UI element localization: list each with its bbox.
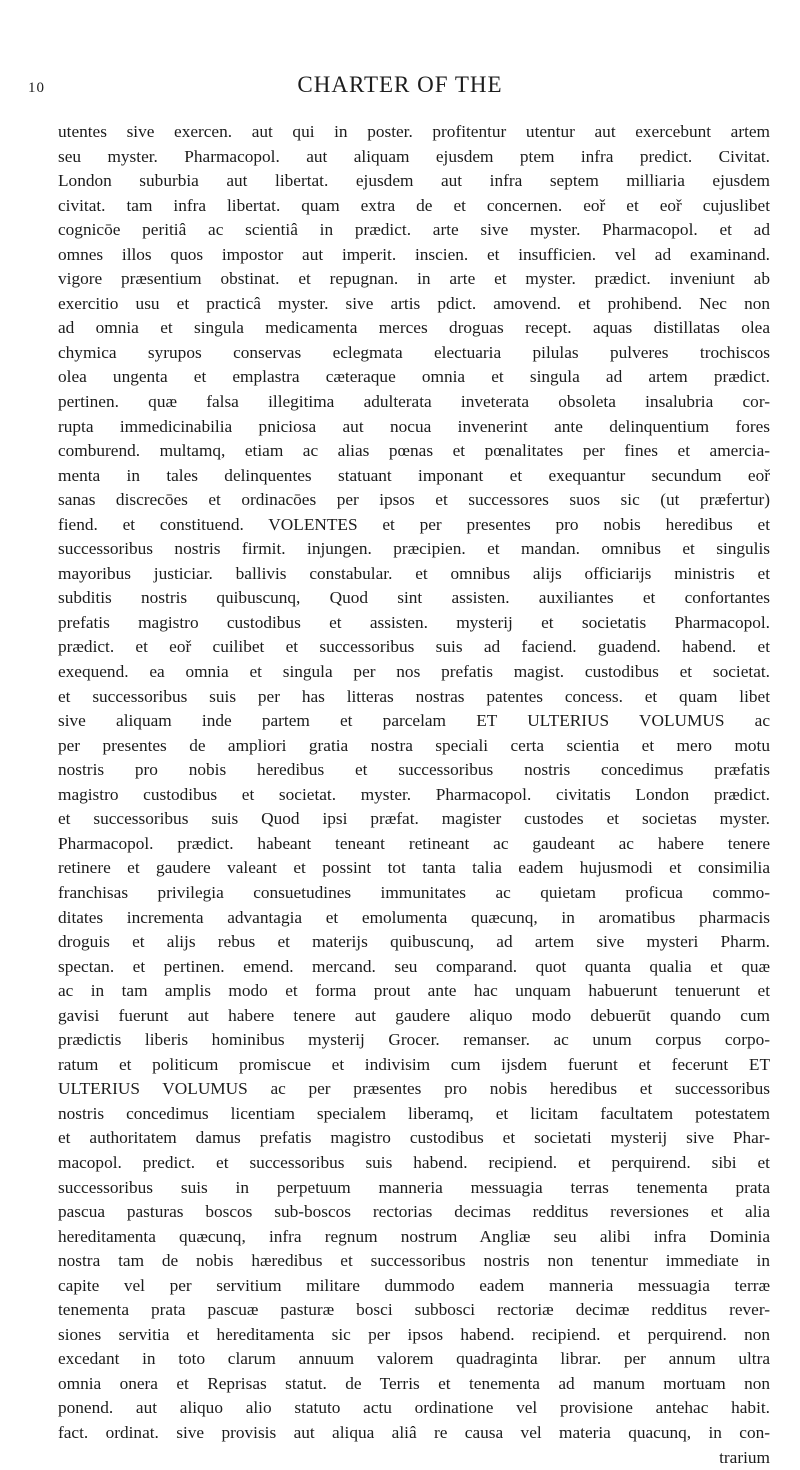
text-line: olea ungenta et emplastra cæteraque omnia et singula ad artem prædict. xyxy=(58,367,770,387)
body-text xyxy=(58,120,770,1470)
text-line: nostris concedimus licentiam specialem liberamq, et licitam facultatem potestatem xyxy=(58,1103,770,1123)
text-line: mayoribus justiciar. ballivis constabular. et omnibus alijs officiarijs ministris et xyxy=(58,563,770,583)
text-line: omnes illos quos impostor aut imperit. inscien. et insufficien. vel ad examinand. xyxy=(58,244,770,264)
running-head: CHARTER OF THE xyxy=(297,72,503,97)
text-line: fact. ordinat. sive provisis aut aliqua aliâ re causa vel materia quacunq, in con- xyxy=(58,1422,770,1442)
text-line: subditis nostris quibuscunq, Quod sint assisten. auxiliantes et confortantes xyxy=(58,588,770,608)
text-line: civitat. tam infra libertat. quam extra de et concernen. eoř et eoř cujuslibet xyxy=(58,195,770,215)
text-line: hereditamenta quæcunq, infra regnum nostrum Angliæ seu alibi infra Dominia xyxy=(58,1226,770,1246)
text-line: retinere et gaudere valeant et possint tot tanta talia eadem hujusmodi et consimilia xyxy=(58,858,770,878)
page-number: 10 xyxy=(28,80,45,96)
text-line: siones servitia et hereditamenta sic per ipsos habend. recipiend. et perquirend. non xyxy=(58,1324,770,1344)
text-line: omnia onera et Reprisas statut. de Terris et tenementa ad manum mortuam non xyxy=(58,1373,770,1393)
text-line: vigore præsentium obstinat. et repugnan. in arte et myster. prædict. inveniunt ab xyxy=(58,269,770,289)
text-line: tenementa prata pascuæ pasturæ bosci subbosci rectoriæ decimæ redditus rever- xyxy=(58,1300,770,1320)
text-line: et successoribus suis Quod ipsi præfat. magister custodes et societas myster. xyxy=(58,809,770,829)
text-line: et successoribus suis per has litteras nostras patentes concess. et quam libet xyxy=(58,686,770,706)
text-line: capite vel per servitium militare dummodo eadem manneria messuagia terræ xyxy=(58,1275,770,1295)
text-line: prefatis magistro custodibus et assisten. mysterij et societatis Pharmacopol. xyxy=(58,612,770,632)
text-line: Pharmacopol. prædict. habeant teneant retineant ac gaudeant ac habere tenere xyxy=(58,833,770,853)
text-line: sive aliquam inde partem et parcelam ET ULTERIUS VOLUMUS ac xyxy=(58,711,770,731)
text-line: ULTERIUS VOLUMUS ac per præsentes pro nobis heredibus et successoribus xyxy=(58,1079,770,1099)
text-line: nostris pro nobis heredibus et successoribus nostris concedimus præfatis xyxy=(58,760,770,780)
text-line: fiend. et constituend. VOLENTES et per presentes pro nobis heredibus et xyxy=(58,514,770,534)
text-line: exercitio usu et practicâ myster. sive artis pdict. amovend. et prohibend. Nec non xyxy=(58,293,770,313)
text-line: comburend. multamq, etiam ac alias pœnas et pœnalitates per fines et amercia- xyxy=(58,441,770,461)
text-line: et authoritatem damus prefatis magistro custodibus et societati mysterij sive Phar- xyxy=(58,1128,770,1148)
text-line: rupta immedicinabilia pniciosa aut nocua invenerint ante delinquentium fores xyxy=(58,416,770,436)
text-line: utentes sive exercen. aut qui in poster. profitentur utentur aut exercebunt artem xyxy=(58,122,770,141)
text-line: spectan. et pertinen. emend. mercand. seu comparand. quot quanta qualia et quæ xyxy=(58,956,770,976)
text-line: exequend. ea omnia et singula per nos prefatis magist. custodibus et societat. xyxy=(58,662,770,682)
text-line: pertinen. quæ falsa illegitima adulterata inveterata obsoleta insalubria cor- xyxy=(58,392,770,412)
text-line: nostra tam de nobis hæredibus et successoribus nostris non tenentur immediate in xyxy=(58,1251,770,1271)
text-line: successoribus suis in perpetuum manneria messuagia terras tenementa prata xyxy=(58,1177,770,1197)
text-line: seu myster. Pharmacopol. aut aliquam ejusdem ptem infra predict. Civitat. xyxy=(58,146,770,166)
text-line: ad omnia et singula medicamenta merces droguas recept. aquas distillatas olea xyxy=(58,318,770,338)
text-line: franchisas privilegia consuetudines immunitates ac quietam proficua commo- xyxy=(58,882,770,902)
text-line: prædict. et eoř cuilibet et successoribus suis ad faciend. guadend. habend. et xyxy=(58,637,770,657)
text-line: gavisi fuerunt aut habere tenere aut gaudere aliquo modo debuerūt quando cum xyxy=(58,1005,770,1025)
text-line: cognicōe peritiâ ac scientiâ in prædict. arte sive myster. Pharmacopol. et ad xyxy=(58,220,770,240)
text-line: chymica syrupos conservas eclegmata electuaria pilulas pulveres trochiscos xyxy=(58,342,770,362)
text-line: menta in tales delinquentes statuant imponant et exequantur secundum eoř xyxy=(58,465,770,485)
text-line: per presentes de ampliori gratia nostra speciali certa scientia et mero motu xyxy=(58,735,770,755)
text-line: excedant in toto clarum annuum valorem quadraginta librar. per annum ultra xyxy=(58,1349,770,1369)
text-line: ratum et politicum promiscue et indivisim cum ijsdem fuerunt et fecerunt ET xyxy=(58,1054,770,1074)
text-line: magistro custodibus et societat. myster. Pharmacopol. civitatis London prædict. xyxy=(58,784,770,804)
text-line: droguis et alijs rebus et materijs quibuscunq, ad artem sive mysteri Pharm. xyxy=(58,932,770,952)
text-line: pascua pasturas boscos sub-boscos rectorias decimas redditus reversiones et alia xyxy=(58,1202,770,1222)
text-line: successoribus nostris firmit. injungen. præcipien. et mandan. omnibus et singulis xyxy=(58,539,770,559)
catchword: trarium xyxy=(719,1447,770,1467)
text-line: macopol. predict. et successoribus suis habend. recipiend. et perquirend. sibi et xyxy=(58,1152,770,1172)
text-line: ditates incrementa advantagia et emolumenta quæcunq, in aromatibus pharmacis xyxy=(58,907,770,927)
text-line: sanas discrecōes et ordinacōes per ipsos et successores suos sic (ut præfertur) xyxy=(58,490,770,510)
text-line: ac in tam amplis modo et forma prout ante hac unquam habuerunt tenuerunt et xyxy=(58,981,770,1001)
text-line: ponend. aut aliquo alio statuto actu ordinatione vel provisione antehac habit. xyxy=(58,1398,770,1418)
text-line: prædictis liberis hominibus mysterij Grocer. remanser. ac unum corpus corpo- xyxy=(58,1030,770,1050)
text-line: London suburbia aut libertat. ejusdem aut infra septem milliaria ejusdem xyxy=(58,171,770,191)
